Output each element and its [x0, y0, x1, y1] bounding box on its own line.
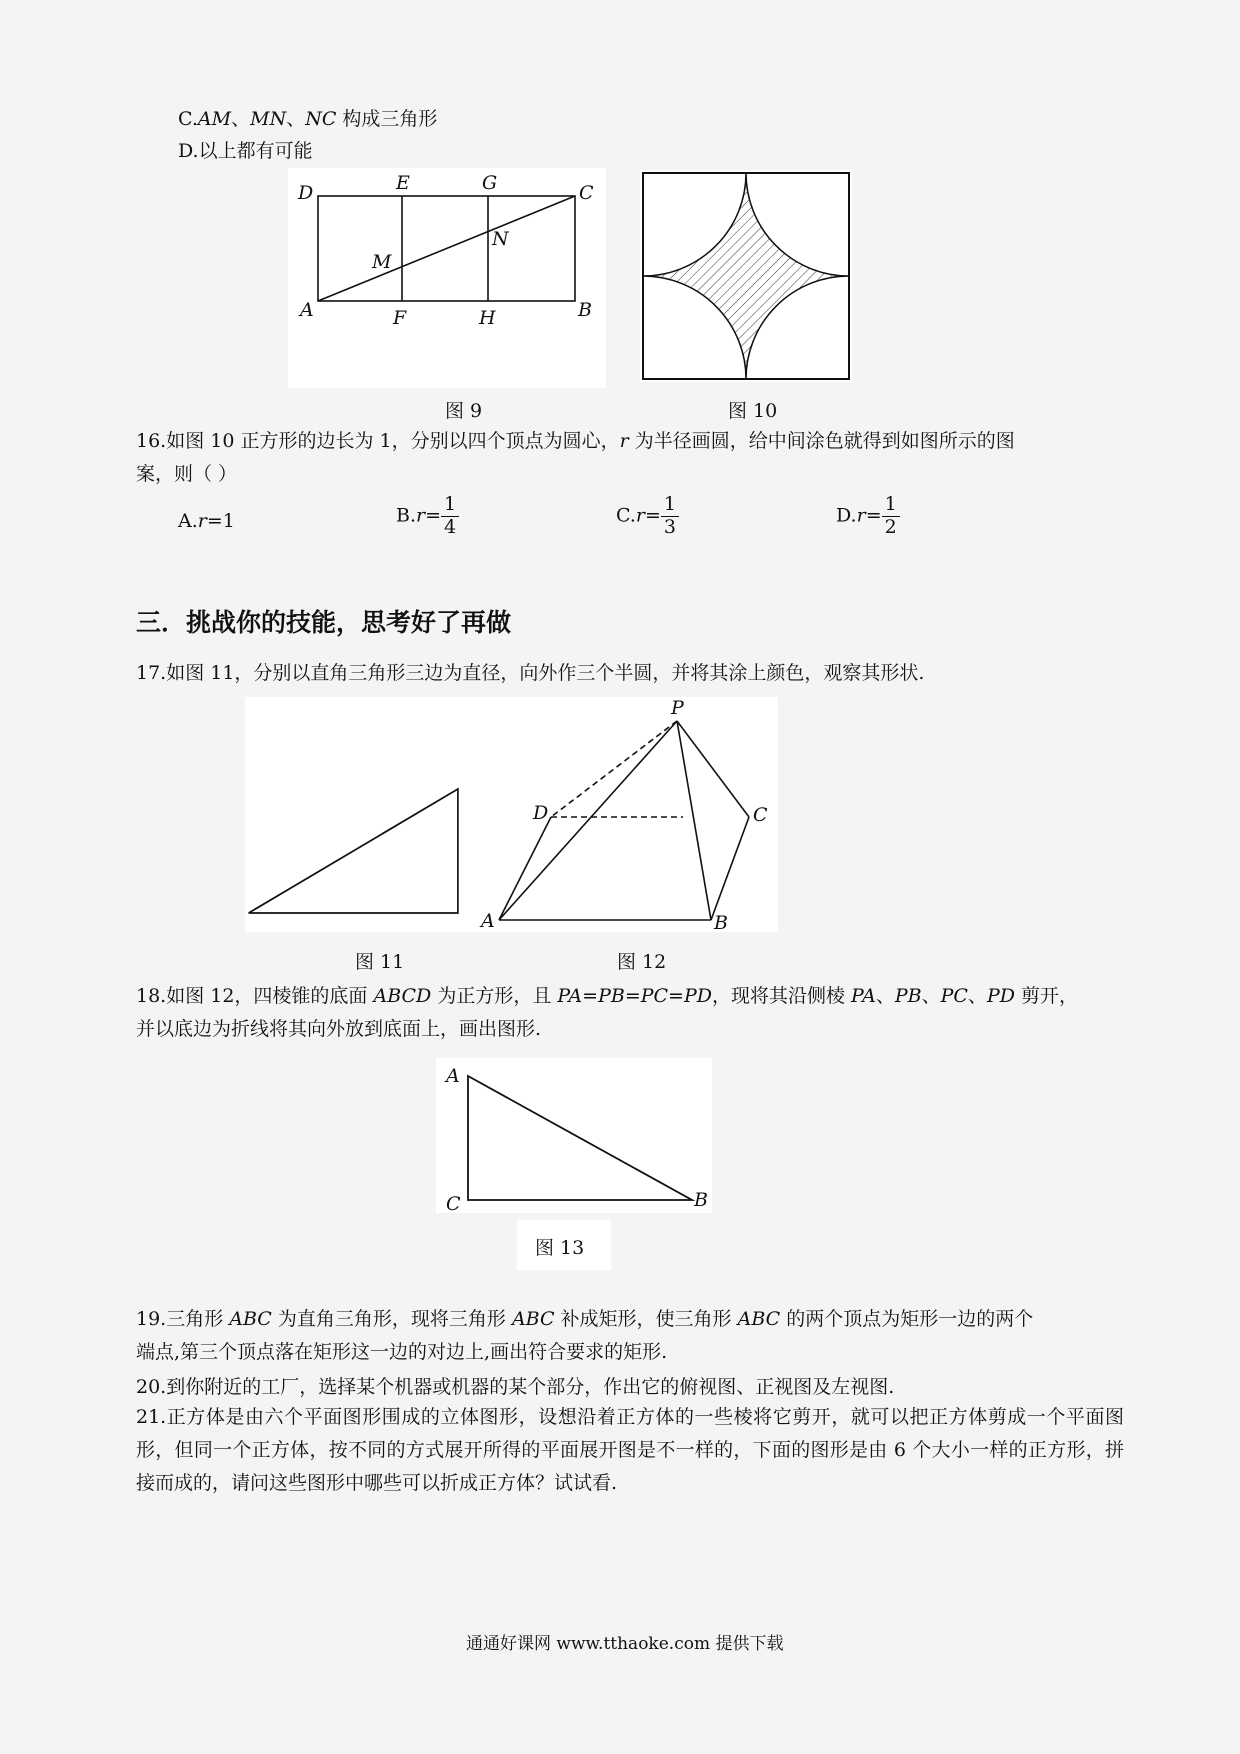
fig12-caption: 图 12 [617, 951, 667, 973]
fig9-label-h: H [479, 307, 496, 329]
fig13-caption: 图 13 [535, 1237, 585, 1259]
fig12-label-p: P [671, 697, 684, 719]
q18-text: 18.如图 12，四棱锥的底面 ABCD 为正方形，且 PA=PB=PC=PD，现将其沿侧棱 PA、PB、PC、PD 剪开， 并以底边为折线将其向外放到底面上，画出图形. [136, 985, 1079, 1040]
fig13-label-b: B [694, 1189, 708, 1211]
fig10-caption: 图 10 [728, 400, 778, 422]
page-footer: 通通好课网 www.tthaoke.com 提供下载 [466, 1634, 784, 1654]
fig13-label-c: C [446, 1193, 461, 1213]
fig9-label-c: C [579, 182, 594, 204]
q15-option-d: D.以上都有可能 [178, 140, 313, 162]
q16-text: 16.如图 10 正方形的边长为 1，分别以四个顶点为圆心，r 为半径画圆，给中间涂色就得到如图所示的图 案，则（ ） [136, 430, 1015, 485]
fig13-right-triangle [468, 1076, 692, 1200]
fig12-label-a: A [481, 910, 495, 932]
fig12-label-b: B [714, 912, 728, 932]
section-3-heading: 三．挑战你的技能，思考好了再做 [136, 608, 512, 637]
fig11-caption: 图 11 [355, 951, 405, 973]
q20-text: 20.到你附近的工厂，选择某个机器或机器的某个部分，作出它的俯视图、正视图及左视图. [136, 1376, 895, 1398]
fig9-caption: 图 9 [445, 400, 483, 422]
fig9-diagonal-ac [318, 196, 575, 301]
q16-option-c: C.r= $\frac{1}{3}$ [616, 494, 679, 539]
fig12-edge-pd [551, 721, 677, 817]
fig10-shaded-region [643, 173, 849, 379]
fig9-label-b: B [578, 299, 592, 321]
fig9-label-a: A [300, 299, 314, 321]
q17-text: 17.如图 11，分别以直角三角形三边为直径，向外作三个半圆，并将其涂上颜色，观察其形状. [136, 662, 925, 684]
fig12-edge-pb [677, 721, 711, 920]
figure-9 [288, 168, 606, 388]
fig11-right-triangle [249, 789, 458, 913]
fig9-label-m: M [372, 251, 392, 273]
q21-text: 21.正方体是由六个平面图形围成的立体图形，设想沿着正方体的一些棱将它剪开，就可以把正方体剪成一个平面图形，但同一个正方体，按不同的方式展开所得的平面展开图是不一样的，下面的图形是由 6 个大小一样的正方形，拼接而成的，请问这些图形中哪些可以折成正方体？试试看. [136, 1406, 1124, 1494]
q16-option-d: D.r= $\frac{1}{2}$ [836, 494, 900, 539]
q15-option-c: C.AM、MN、NC 构成三角形 [178, 108, 438, 130]
fig9-label-g: G [482, 172, 498, 194]
fig12-edge-ad [499, 817, 551, 920]
fig9-label-d: D [298, 182, 314, 204]
fig13-label-a: A [446, 1065, 460, 1087]
q16-option-b: B.r= $\frac{1}{4}$ [396, 494, 459, 539]
fig12-edge-pc [677, 721, 749, 817]
figure-13 [436, 1058, 712, 1213]
fig9-label-e: E [396, 172, 410, 194]
fig9-label-n: N [492, 228, 509, 250]
fig12-label-c: C [753, 804, 768, 826]
fig12-edge-bc [711, 817, 749, 920]
fig12-edge-pa [499, 721, 677, 920]
q16-option-a: A.r=1 [178, 510, 235, 532]
q19-text: 19.三角形 ABC 为直角三角形，现将三角形 ABC 补成矩形，使三角形 ABC 的两个顶点为矩形一边的两个 端点,第三个顶点落在矩形这一边的对边上,画出符合要求的矩形. [136, 1308, 1034, 1363]
figure-11 [245, 697, 465, 932]
fig9-label-f: F [393, 307, 407, 329]
fig12-label-d: D [533, 802, 549, 824]
figure-10 [640, 170, 852, 382]
figure-12 [465, 697, 778, 932]
